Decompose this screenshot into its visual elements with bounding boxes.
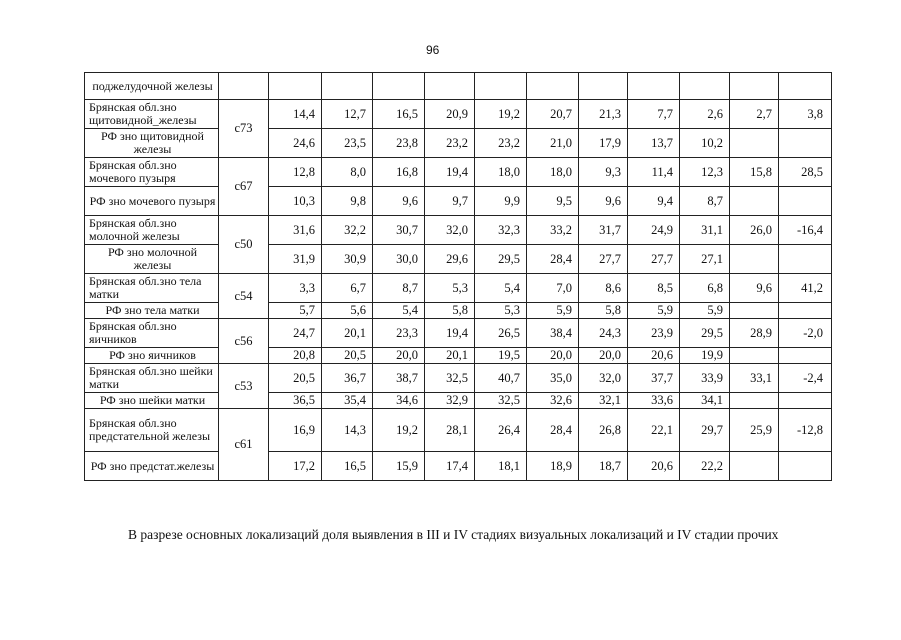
page-number: 96: [426, 43, 440, 57]
value-cell: 20,0: [579, 348, 628, 364]
value-cell: 9,3: [579, 158, 628, 187]
value-cell: 28,4: [527, 245, 579, 274]
value-cell: 2,6: [680, 100, 730, 129]
table-row: [85, 303, 832, 319]
value-cell: 37,7: [628, 364, 680, 393]
table-row: [85, 158, 832, 187]
value-cell: 26,8: [579, 409, 628, 452]
icd-code-cell: c61: [219, 409, 269, 481]
row-name: поджелудочной железы: [85, 73, 219, 100]
value-cell: [779, 303, 832, 319]
value-cell: 26,4: [475, 409, 527, 452]
table-row: [85, 187, 832, 216]
value-cell: 21,3: [579, 100, 628, 129]
value-cell: 27,7: [628, 245, 680, 274]
value-cell: 29,5: [680, 319, 730, 348]
value-cell: 12,7: [322, 100, 373, 129]
value-cell: 31,7: [579, 216, 628, 245]
value-cell: 28,9: [730, 319, 779, 348]
value-cell: 32,6: [527, 393, 579, 409]
value-cell: 7,0: [527, 274, 579, 303]
value-cell: 29,7: [680, 409, 730, 452]
row-name: РФ зно шейки матки: [85, 393, 219, 409]
value-cell: 6,8: [680, 274, 730, 303]
value-cell: 8,5: [628, 274, 680, 303]
value-cell: 38,7: [373, 364, 425, 393]
value-cell: 32,9: [425, 393, 475, 409]
value-cell: 12,8: [269, 158, 322, 187]
value-cell: 28,4: [527, 409, 579, 452]
value-cell: 8,7: [680, 187, 730, 216]
value-cell: 16,5: [373, 100, 425, 129]
value-cell: 5,3: [475, 303, 527, 319]
value-cell: 10,3: [269, 187, 322, 216]
value-cell: 23,3: [373, 319, 425, 348]
value-cell: 20,1: [425, 348, 475, 364]
value-cell: 16,5: [322, 452, 373, 481]
statistics-table: [84, 72, 832, 481]
value-cell: 9,6: [730, 274, 779, 303]
table-row: [85, 319, 832, 348]
value-cell: 8,0: [322, 158, 373, 187]
value-cell: 5,8: [425, 303, 475, 319]
value-cell: 23,2: [425, 129, 475, 158]
value-cell: 6,7: [322, 274, 373, 303]
value-cell: 15,9: [373, 452, 425, 481]
value-cell: 32,2: [322, 216, 373, 245]
row-name: Брянская обл.зно щитовидной_железы: [85, 100, 219, 129]
value-cell: 5,4: [373, 303, 425, 319]
value-cell: 40,7: [475, 364, 527, 393]
value-cell: 33,9: [680, 364, 730, 393]
value-cell: [779, 187, 832, 216]
value-cell: 33,1: [730, 364, 779, 393]
value-cell: 5,8: [579, 303, 628, 319]
value-cell: 27,7: [579, 245, 628, 274]
row-name: Брянская обл.зно молочной железы: [85, 216, 219, 245]
value-cell: 24,9: [628, 216, 680, 245]
value-cell: 36,5: [269, 393, 322, 409]
row-name: Брянская обл.зно мочевого пузыря: [85, 158, 219, 187]
table-row: [85, 274, 832, 303]
value-cell: [730, 393, 779, 409]
value-cell: 24,3: [579, 319, 628, 348]
value-cell: -2,4: [779, 364, 832, 393]
value-cell: 20,1: [322, 319, 373, 348]
value-cell: 38,4: [527, 319, 579, 348]
value-cell: 35,0: [527, 364, 579, 393]
value-cell: 20,6: [628, 348, 680, 364]
value-cell: 18,7: [579, 452, 628, 481]
table-row: [85, 348, 832, 364]
value-cell: [779, 452, 832, 481]
value-cell: 20,9: [425, 100, 475, 129]
value-cell: 32,0: [579, 364, 628, 393]
value-cell: 29,5: [475, 245, 527, 274]
value-cell: 36,7: [322, 364, 373, 393]
value-cell: 28,5: [779, 158, 832, 187]
value-cell: 9,7: [425, 187, 475, 216]
value-cell: 23,8: [373, 129, 425, 158]
value-cell: 3,3: [269, 274, 322, 303]
icd-code-cell: c73: [219, 100, 269, 158]
value-cell: 17,4: [425, 452, 475, 481]
row-name: Брянская обл.зно шейки матки: [85, 364, 219, 393]
value-cell: 32,1: [579, 393, 628, 409]
value-cell: 35,4: [322, 393, 373, 409]
icd-code-cell: c56: [219, 319, 269, 364]
value-cell: 34,1: [680, 393, 730, 409]
value-cell: 19,4: [425, 158, 475, 187]
value-cell: 30,7: [373, 216, 425, 245]
value-cell: -2,0: [779, 319, 832, 348]
value-cell: 19,5: [475, 348, 527, 364]
value-cell: 17,9: [579, 129, 628, 158]
value-cell: 14,4: [269, 100, 322, 129]
value-cell: 9,4: [628, 187, 680, 216]
value-cell: 22,2: [680, 452, 730, 481]
table-row: [85, 100, 832, 129]
value-cell: 32,5: [475, 393, 527, 409]
value-cell: 29,6: [425, 245, 475, 274]
value-cell: 28,1: [425, 409, 475, 452]
value-cell: 33,2: [527, 216, 579, 245]
value-cell: 30,0: [373, 245, 425, 274]
value-cell: 22,1: [628, 409, 680, 452]
value-cell: 23,2: [475, 129, 527, 158]
value-cell: 9,5: [527, 187, 579, 216]
value-cell: 41,2: [779, 274, 832, 303]
icd-code-cell: c53: [219, 364, 269, 409]
value-cell: 31,1: [680, 216, 730, 245]
table-row: [85, 452, 832, 481]
icd-code-cell: c54: [219, 274, 269, 319]
value-cell: 33,6: [628, 393, 680, 409]
value-cell: 16,9: [269, 409, 322, 452]
value-cell: 20,8: [269, 348, 322, 364]
table-row: [85, 393, 832, 409]
row-name: РФ зно щитовидной железы: [85, 129, 219, 158]
icd-code-cell: c50: [219, 216, 269, 274]
value-cell: 5,9: [680, 303, 730, 319]
value-cell: 3,8: [779, 100, 832, 129]
value-cell: [730, 245, 779, 274]
value-cell: 5,6: [322, 303, 373, 319]
value-cell: 20,5: [269, 364, 322, 393]
value-cell: 23,5: [322, 129, 373, 158]
value-cell: 20,0: [527, 348, 579, 364]
value-cell: 5,7: [269, 303, 322, 319]
value-cell: 16,8: [373, 158, 425, 187]
value-cell: 19,2: [475, 100, 527, 129]
value-cell: 32,3: [475, 216, 527, 245]
value-cell: [730, 348, 779, 364]
value-cell: 19,9: [680, 348, 730, 364]
value-cell: 14,3: [322, 409, 373, 452]
table-row: [85, 129, 832, 158]
value-cell: 32,0: [425, 216, 475, 245]
value-cell: 18,9: [527, 452, 579, 481]
value-cell: 5,9: [628, 303, 680, 319]
value-cell: 20,0: [373, 348, 425, 364]
value-cell: 20,6: [628, 452, 680, 481]
value-cell: [730, 187, 779, 216]
value-cell: -16,4: [779, 216, 832, 245]
value-cell: 27,1: [680, 245, 730, 274]
value-cell: [730, 452, 779, 481]
value-cell: 23,9: [628, 319, 680, 348]
value-cell: 19,2: [373, 409, 425, 452]
value-cell: 8,6: [579, 274, 628, 303]
value-cell: 34,6: [373, 393, 425, 409]
value-cell: [779, 245, 832, 274]
value-cell: 30,9: [322, 245, 373, 274]
value-cell: 31,6: [269, 216, 322, 245]
table-row: [85, 245, 832, 274]
value-cell: 5,9: [527, 303, 579, 319]
value-cell: 7,7: [628, 100, 680, 129]
value-cell: 10,2: [680, 129, 730, 158]
value-cell: 19,4: [425, 319, 475, 348]
value-cell: 18,1: [475, 452, 527, 481]
value-cell: [730, 303, 779, 319]
row-name: РФ зно яичников: [85, 348, 219, 364]
value-cell: 9,6: [579, 187, 628, 216]
row-name: Брянская обл.зно предстательной железы: [85, 409, 219, 452]
value-cell: [730, 129, 779, 158]
value-cell: 2,7: [730, 100, 779, 129]
value-cell: 11,4: [628, 158, 680, 187]
value-cell: 18,0: [527, 158, 579, 187]
table-body: [85, 73, 832, 481]
value-cell: 20,5: [322, 348, 373, 364]
value-cell: 25,9: [730, 409, 779, 452]
value-cell: [779, 348, 832, 364]
row-name: РФ зно предстат.железы: [85, 452, 219, 481]
value-cell: [779, 129, 832, 158]
footer-paragraph: В разрезе основных локализаций доля выявления в III и IV стадиях визуальных локализаций и IV стадии прочих: [128, 527, 779, 542]
value-cell: 9,9: [475, 187, 527, 216]
icd-code-cell: c67: [219, 158, 269, 216]
value-cell: [779, 393, 832, 409]
value-cell: 24,7: [269, 319, 322, 348]
value-cell: 18,0: [475, 158, 527, 187]
value-cell: 8,7: [373, 274, 425, 303]
value-cell: -12,8: [779, 409, 832, 452]
value-cell: 26,5: [475, 319, 527, 348]
value-cell: 17,2: [269, 452, 322, 481]
row-name: Брянская обл.зно яичников: [85, 319, 219, 348]
row-name: Брянская обл.зно тела матки: [85, 274, 219, 303]
value-cell: 5,3: [425, 274, 475, 303]
value-cell: 31,9: [269, 245, 322, 274]
value-cell: 32,5: [425, 364, 475, 393]
value-cell: 9,6: [373, 187, 425, 216]
value-cell: 26,0: [730, 216, 779, 245]
row-name: РФ зно мочевого пузыря: [85, 187, 219, 216]
value-cell: 9,8: [322, 187, 373, 216]
row-name: РФ зно молочной железы: [85, 245, 219, 274]
value-cell: 5,4: [475, 274, 527, 303]
value-cell: 15,8: [730, 158, 779, 187]
value-cell: 21,0: [527, 129, 579, 158]
value-cell: 24,6: [269, 129, 322, 158]
value-cell: 13,7: [628, 129, 680, 158]
table-row: [85, 216, 832, 245]
value-cell: 12,3: [680, 158, 730, 187]
table-row: [85, 364, 832, 393]
table-row-top: [85, 73, 832, 100]
row-name: РФ зно тела матки: [85, 303, 219, 319]
value-cell: 20,7: [527, 100, 579, 129]
table-row: [85, 409, 832, 452]
